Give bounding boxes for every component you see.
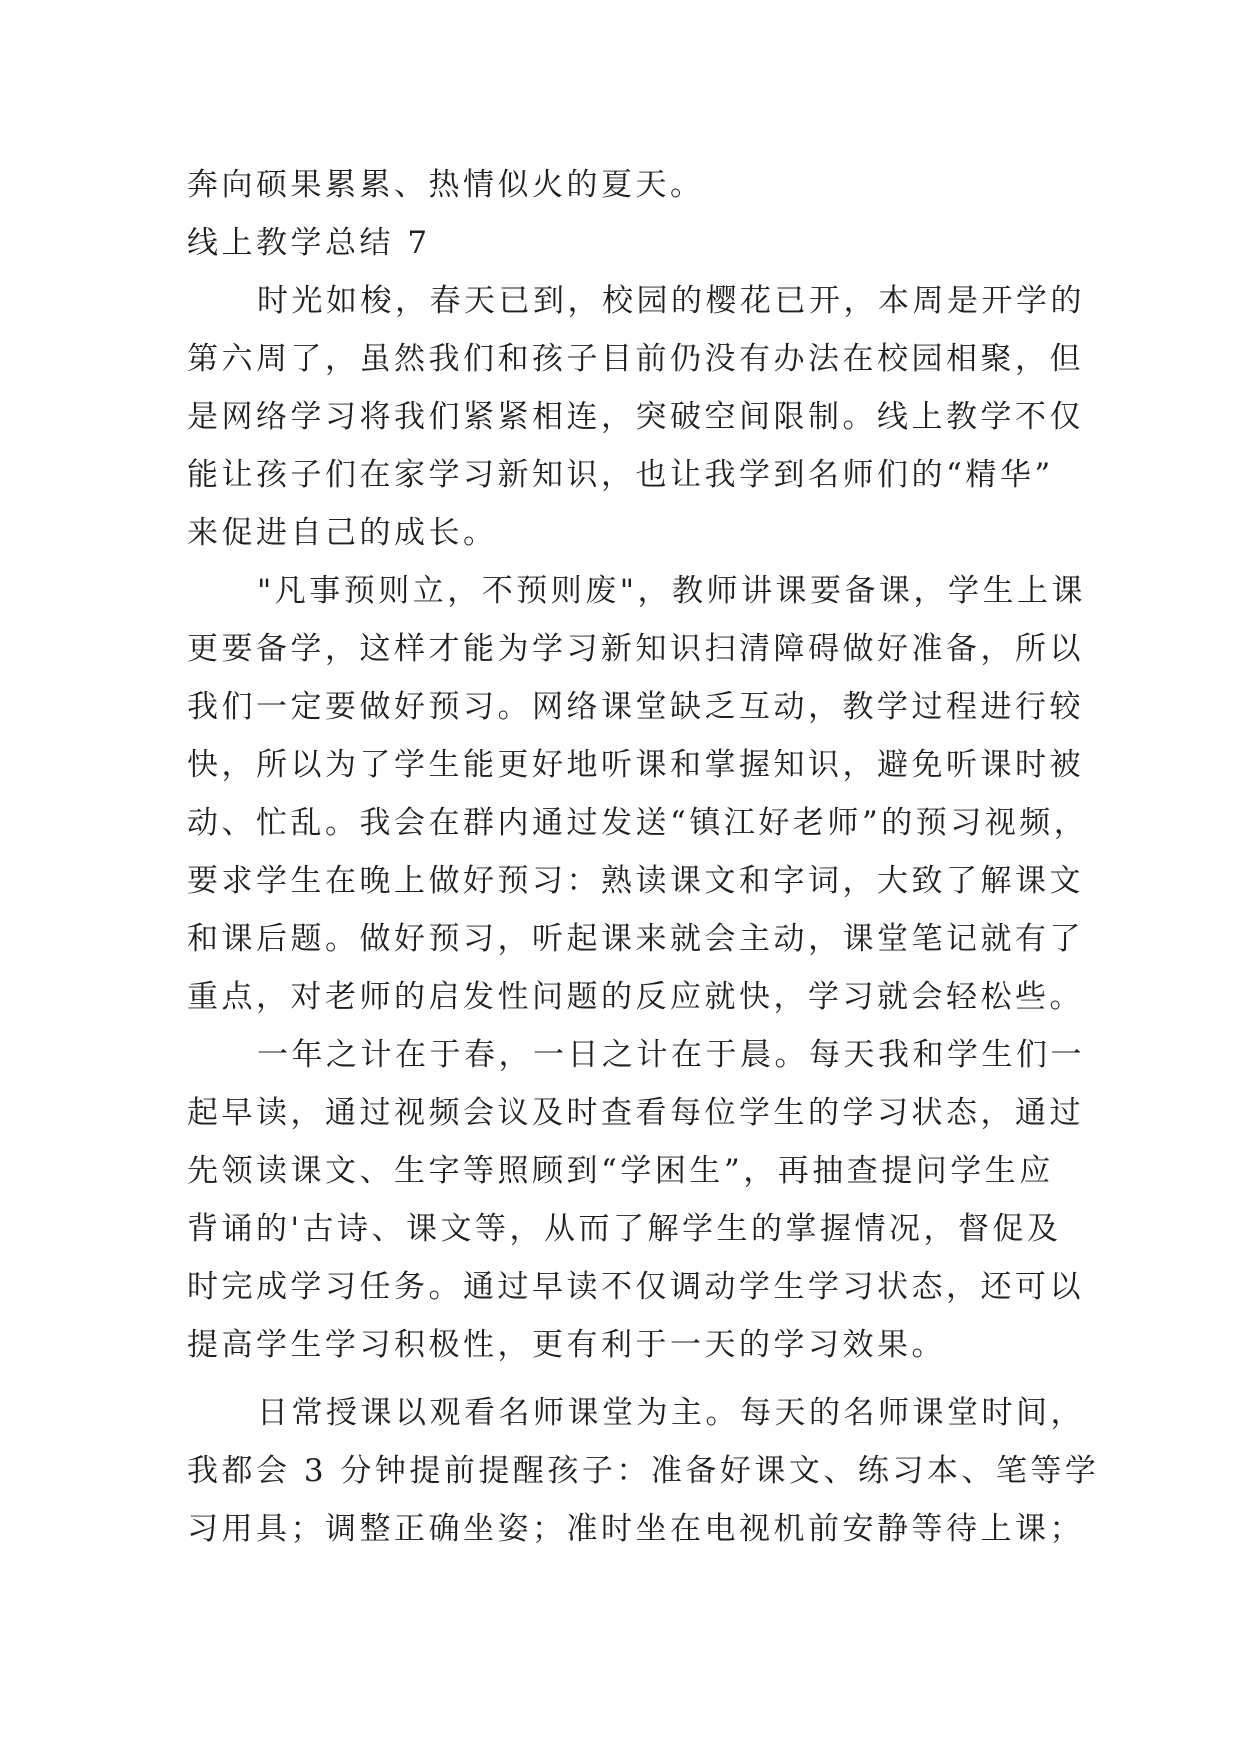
paragraph-line: 背诵的'古诗、课文等，从而了解学生的掌握情况，督促及 [187, 1211, 1062, 1247]
paragraph-line: 动、忙乱。我会在群内通过发送“镇江好老师”的预习视频， [187, 805, 1089, 841]
paragraph-line: 第六周了，虽然我们和孩子目前仍没有办法在校园相聚，但 [187, 341, 1084, 377]
paragraph-line: 要求学生在晚上做好预习：熟读课文和字词，大致了解课文 [187, 863, 1084, 899]
paragraph-line: 习用具；调整正确坐姿；准时坐在电视机前安静等待上课； [187, 1511, 1084, 1547]
paragraph-line: "凡事预则立，不预则废"，教师讲课要备课，学生上课 [257, 573, 1087, 609]
section-heading: 线上教学总结 7 [187, 225, 431, 261]
paragraph-line: 来促进自己的成长。 [187, 515, 498, 551]
paragraph-line: 快，所以为了学生能更好地听课和掌握知识，避免听课时被 [187, 747, 1084, 783]
paragraph-line: 起早读，通过视频会议及时查看每位学生的学习状态，通过 [187, 1095, 1084, 1131]
paragraph-spacer [187, 1374, 1067, 1384]
document-body [187, 156, 1100, 1558]
paragraph-line: 更要备学，这样才能为学习新知识扫清障碍做好准备，所以 [187, 631, 1084, 667]
paragraph-line: 重点，对老师的启发性问题的反应就快，学习就会轻松些。 [187, 979, 1084, 1015]
paragraph-line: 先领读课文、生字等照顾到“学困生”，再抽查提问学生应 [187, 1153, 1054, 1189]
text-line: 奔向硕果累累、热情似火的夏天。 [187, 167, 705, 203]
paragraph-line: 提高学生学习积极性，更有利于一天的学习效果。 [187, 1327, 946, 1363]
paragraph-line: 我都会 3 分钟提前提醒孩子：准备好课文、练习本、笔等学 [187, 1453, 1100, 1489]
paragraph-line: 是网络学习将我们紧紧相连，突破空间限制。线上教学不仅 [187, 399, 1084, 435]
paragraph-line: 时完成学习任务。通过早读不仅调动学生学习状态，还可以 [187, 1269, 1084, 1305]
paragraph-line: 时光如梭，春天已到，校园的樱花已开，本周是开学的 [257, 283, 1085, 319]
paragraph-line: 我们一定要做好预习。网络课堂缺乏互动，教学过程进行较 [187, 689, 1084, 725]
paragraph-line: 和课后题。做好预习，听起课来就会主动，课堂笔记就有了 [187, 921, 1084, 957]
paragraph-line: 一年之计在于春，一日之计在于晨。每天我和学生们一 [257, 1037, 1085, 1073]
paragraph-line: 能让孩子们在家学习新知识，也让我学到名师们的“精华” [187, 457, 1054, 493]
paragraph-line: 日常授课以观看名师课堂为主。每天的名师课堂时间， [257, 1395, 1085, 1431]
